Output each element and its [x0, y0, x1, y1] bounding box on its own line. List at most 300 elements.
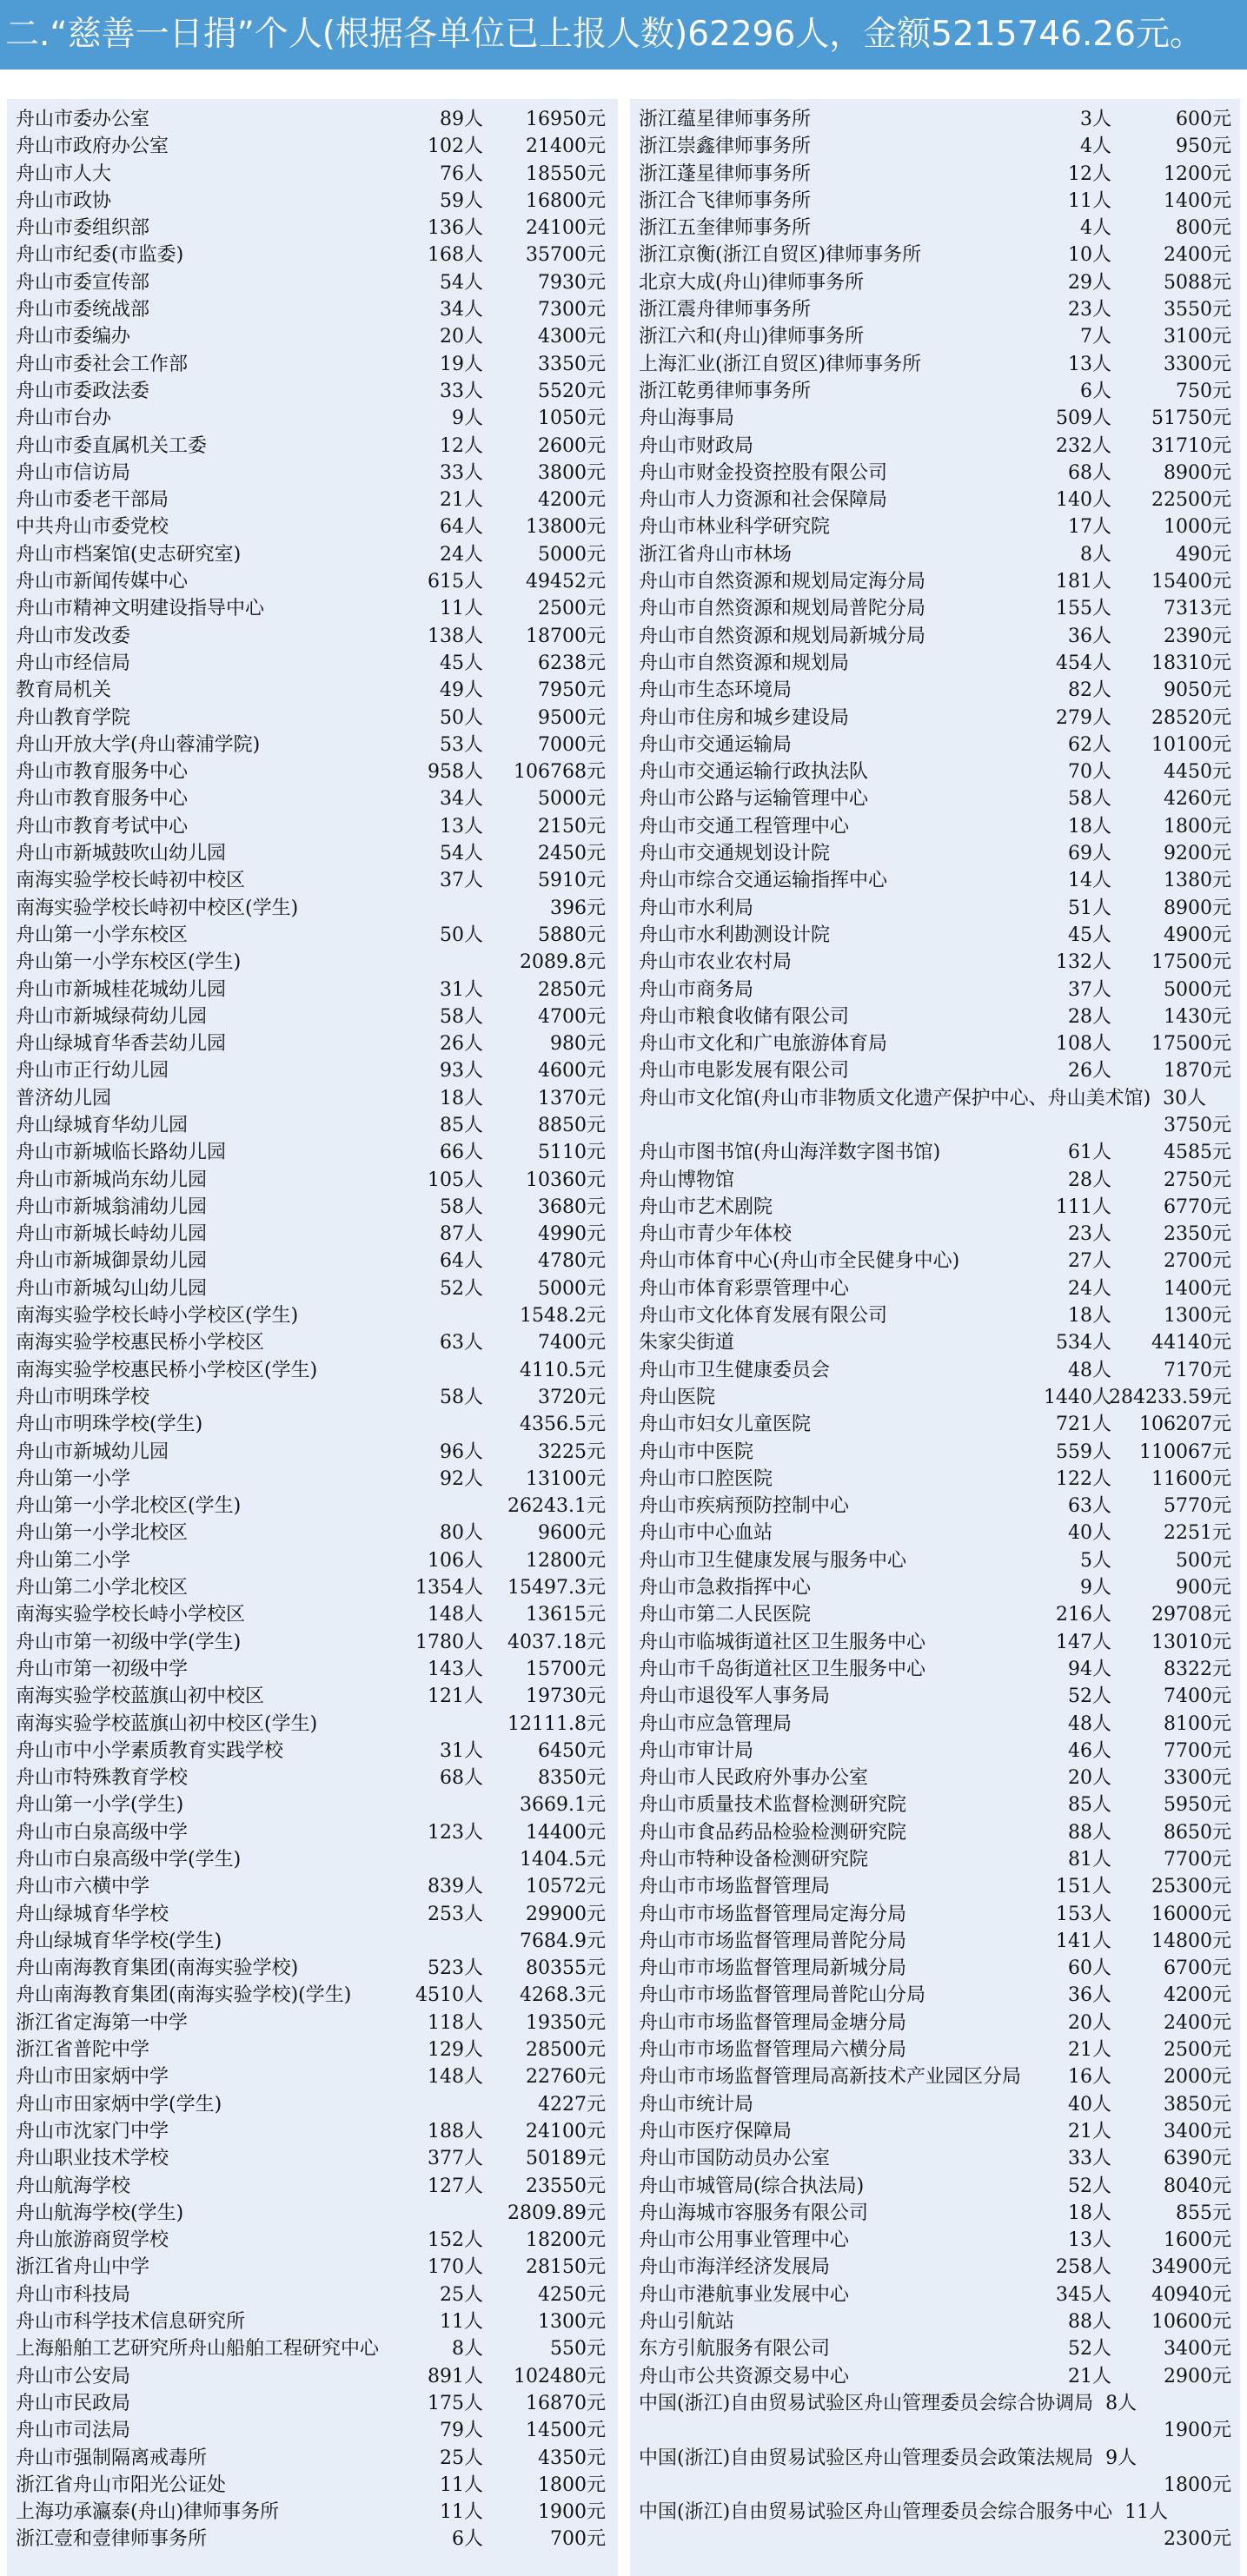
donation-amount: 980元	[550, 1033, 606, 1056]
unit-name: 南海实验学校长峙初中校区(学生)	[16, 897, 299, 919]
donor-count: 168人	[428, 244, 483, 267]
donation-amount: 4450元	[1164, 761, 1231, 784]
donation-amount: 4780元	[538, 1250, 606, 1273]
unit-name: 舟山绿城育华幼儿园	[16, 1114, 189, 1136]
list-item	[7, 2308, 618, 2335]
donation-amount: 2390元	[1164, 625, 1231, 647]
unit-name: 舟山市商务局	[639, 978, 754, 1001]
unit-name: 舟山航海学校(学生)	[16, 2202, 184, 2224]
donation-amount: 49452元	[526, 571, 606, 593]
list-item	[7, 1629, 618, 1656]
donation-amount: 29900元	[526, 1903, 606, 1925]
unit-name: 舟山市教育服务中心	[16, 761, 189, 784]
unit-name: 舟山市文化馆(舟山市非物质文化遗产保护中心、舟山美术馆) 30人	[639, 1087, 1207, 1109]
donor-count: 108人	[1056, 1033, 1111, 1056]
unit-name: 浙江省舟山市林场	[639, 543, 793, 566]
donation-amount: 2000元	[1164, 2066, 1231, 2089]
donation-amount: 22500元	[1151, 489, 1231, 512]
list-item	[7, 1656, 618, 1683]
donor-count: 18人	[440, 1087, 483, 1109]
donation-amount: 5088元	[1164, 271, 1231, 294]
donor-count: 258人	[1056, 2256, 1111, 2279]
donation-amount: 6770元	[1164, 1195, 1231, 1218]
unit-name: 舟山市疾病预防控制中心	[639, 1495, 850, 1518]
donation-amount: 2500元	[538, 598, 606, 620]
unit-name: 舟山市明珠学校	[16, 1386, 150, 1408]
donor-count: 4510人	[415, 1984, 483, 2007]
donation-amount: 7170元	[1164, 1359, 1231, 1381]
donor-count: 28人	[1068, 1005, 1111, 1028]
unit-name: 舟山市市场监督管理局高新技术产业园区分局	[639, 2066, 1022, 2089]
list-item	[7, 1221, 618, 1248]
donor-count: 106人	[428, 1549, 483, 1572]
donor-count: 18人	[1068, 2202, 1111, 2224]
donor-count: 87人	[440, 1223, 483, 1246]
donation-amount: 7950元	[538, 679, 606, 702]
donor-count: 19人	[440, 353, 483, 375]
unit-name: 舟山市农业农村局	[639, 951, 793, 974]
donation-amount: 13800元	[526, 516, 606, 539]
list-item	[630, 460, 1240, 487]
donor-count: 148人	[428, 1604, 483, 1626]
unit-name: 舟山市医疗保障局	[639, 2120, 793, 2142]
list-item	[630, 677, 1240, 704]
list-item	[630, 1547, 1240, 1574]
unit-name: 舟山市新城幼儿园	[16, 1440, 169, 1463]
list-item	[7, 323, 618, 350]
unit-name: 舟山市生态环境局	[639, 679, 793, 702]
unit-name: 舟山市委政法委	[16, 380, 150, 402]
donor-count: 31人	[440, 978, 483, 1001]
donor-count: 58人	[440, 1005, 483, 1028]
donation-amount: 2700元	[1164, 1250, 1231, 1273]
list-item	[630, 1275, 1240, 1302]
list-item	[630, 2118, 1240, 2145]
unit-name: 浙江京衡(浙江自贸区)律师事务所	[639, 244, 922, 267]
donor-count: 93人	[440, 1060, 483, 1083]
donation-amount: 1050元	[538, 407, 606, 430]
donation-amount: 5000元	[538, 788, 606, 811]
donation-amount: 7400元	[1164, 1685, 1231, 1708]
donor-count: 96人	[440, 1440, 483, 1463]
donor-count: 81人	[1068, 1849, 1111, 1871]
donor-count: 253人	[428, 1903, 483, 1925]
donation-amount: 102480元	[514, 2365, 606, 2387]
list-item	[630, 1030, 1240, 1057]
list-item	[630, 1520, 1240, 1546]
unit-name: 舟山市公共资源交易中心	[639, 2365, 850, 2387]
donation-amount: 3800元	[538, 461, 606, 484]
list-item	[7, 269, 618, 296]
unit-name: 舟山市交通运输行政执法队	[639, 761, 869, 784]
donor-count: 152人	[428, 2229, 483, 2252]
donation-amount: 18700元	[526, 625, 606, 647]
list-item	[630, 1791, 1240, 1818]
donor-count: 63人	[1068, 1495, 1111, 1518]
donation-amount: 1400元	[1164, 189, 1231, 212]
donation-amount: 4900元	[1164, 924, 1231, 946]
donor-count: 79人	[440, 2420, 483, 2442]
unit-name: 舟山市纪委(市监委)	[16, 244, 184, 267]
donation-amount: 7300元	[538, 299, 606, 321]
donor-count: 25人	[440, 2283, 483, 2306]
unit-name: 南海实验学校蓝旗山初中校区	[16, 1685, 265, 1708]
donor-count: 26人	[440, 1033, 483, 1056]
list-item	[7, 215, 618, 242]
unit-name: 舟山市食品药品检验检测研究院	[639, 1821, 907, 1844]
unit-name: 舟山南海教育集团(南海实验学校)	[16, 1957, 299, 1980]
list-item	[630, 1601, 1240, 1628]
list-item	[630, 1629, 1240, 1656]
donor-count: 26人	[1068, 1060, 1111, 1083]
donor-count: 92人	[440, 1467, 483, 1490]
list-item	[630, 433, 1240, 460]
donation-amount: 35700元	[526, 244, 606, 267]
list-item	[7, 2363, 618, 2390]
unit-name: 舟山市科学技术信息研究所	[16, 2311, 246, 2334]
unit-name: 浙江省舟山中学	[16, 2256, 150, 2279]
donation-amount: 10100元	[1151, 733, 1231, 756]
list-item	[7, 705, 618, 732]
list-item	[7, 161, 618, 188]
list-item	[7, 296, 618, 323]
donation-amount: 50189元	[526, 2148, 606, 2170]
donor-count: 136人	[428, 217, 483, 240]
list-item	[7, 1493, 618, 1520]
donation-amount: 1000元	[1164, 516, 1231, 539]
unit-name: 舟山市公安局	[16, 2365, 131, 2387]
list-item	[7, 1547, 618, 1574]
list-item	[7, 2118, 618, 2145]
donation-amount: 8350元	[538, 1767, 606, 1790]
list-item	[630, 242, 1240, 268]
unit-name: 舟山市水利局	[639, 897, 754, 919]
list-item	[7, 1411, 618, 1438]
unit-name: 舟山市卫生健康发展与服务中心	[639, 1549, 907, 1572]
list-item	[7, 188, 618, 215]
unit-name: 南海实验学校长峙小学校区	[16, 1604, 246, 1626]
donation-amount: 1800元	[1164, 815, 1231, 838]
donation-amount: 2089.8元	[520, 951, 606, 974]
donor-count: 33人	[440, 461, 483, 484]
list-item	[7, 977, 618, 1003]
unit-name: 舟山市文化体育发展有限公司	[639, 1305, 888, 1328]
donation-amount: 3720元	[538, 1386, 606, 1408]
donation-amount: 2600元	[538, 434, 606, 457]
list-item	[7, 1791, 618, 1818]
donation-amount: 3750元	[1164, 1114, 1231, 1136]
donation-amount: 4227元	[538, 2093, 606, 2116]
unit-name: 舟山市市场监督管理局普陀分局	[639, 1930, 907, 1952]
list-item	[630, 1493, 1240, 1520]
donation-amount: 3669.1元	[520, 1794, 606, 1817]
unit-name: 舟山市公路与运输管理中心	[639, 788, 869, 811]
donor-count: 58人	[440, 1386, 483, 1408]
unit-name: 舟山市发改委	[16, 625, 131, 647]
donor-count: 143人	[428, 1658, 483, 1680]
list-item	[7, 650, 618, 677]
donation-amount: 550元	[550, 2338, 606, 2361]
list-item	[630, 595, 1240, 622]
list-item	[630, 568, 1240, 595]
list-item	[630, 2173, 1240, 2200]
list-item	[7, 1248, 618, 1275]
donor-count: 66人	[440, 1142, 483, 1164]
donation-amount: 4990元	[538, 1223, 606, 1246]
list-item	[630, 1003, 1240, 1030]
donation-amount: 106207元	[1139, 1414, 1231, 1436]
donor-count: 11人	[1124, 2501, 1169, 2524]
unit-name: 舟山第一小学东校区(学生)	[16, 951, 242, 974]
donor-count: 232人	[1056, 434, 1111, 457]
donation-amount: 26243.1元	[507, 1495, 606, 1518]
list-item	[7, 840, 618, 867]
donation-amount: 9200元	[1164, 843, 1231, 865]
list-item	[7, 2390, 618, 2417]
unit-name: 南海实验学校惠民桥小学校区(学生)	[16, 1359, 318, 1381]
unit-name: 舟山市水利勘测设计院	[639, 924, 831, 946]
donation-amount: 6450元	[538, 1739, 606, 1762]
donation-amount: 19730元	[526, 1685, 606, 1708]
donor-count: 31人	[440, 1739, 483, 1762]
donation-amount: 800元	[1176, 217, 1231, 240]
donation-amount: 5000元	[1164, 978, 1231, 1001]
donation-amount: 5000元	[538, 543, 606, 566]
donation-amount: 490元	[1176, 543, 1231, 566]
donor-count: 64人	[440, 516, 483, 539]
donation-amount: 2251元	[1164, 1522, 1231, 1545]
donation-amount: 18200元	[526, 2229, 606, 2252]
donor-count: 68人	[1068, 461, 1111, 484]
donation-amount: 13010元	[1151, 1631, 1231, 1653]
donor-count: 4人	[1080, 136, 1111, 158]
donor-count: 181人	[1056, 571, 1111, 593]
donor-count: 88人	[1068, 2311, 1111, 2334]
donor-count: 46人	[1068, 1739, 1111, 1762]
donation-amount: 7930元	[538, 271, 606, 294]
donation-amount: 1370元	[538, 1087, 606, 1109]
unit-name: 舟山市新城长峙幼儿园	[16, 1223, 208, 1246]
unit-name: 舟山市新闻传媒中心	[16, 571, 189, 593]
donation-amount: 750元	[1176, 380, 1231, 402]
list-item	[7, 595, 618, 622]
donor-count: 151人	[1056, 1876, 1111, 1898]
donation-amount: 23550元	[526, 2175, 606, 2197]
list-item	[7, 867, 618, 894]
donor-count: 64人	[440, 1250, 483, 1273]
donation-amount: 855元	[1176, 2202, 1231, 2224]
list-item	[7, 2254, 618, 2281]
unit-name: 舟山市委统战部	[16, 299, 150, 321]
unit-name: 浙江蓬星律师事务所	[639, 162, 812, 185]
list-item	[630, 1194, 1240, 1221]
donor-count: 37人	[440, 870, 483, 892]
unit-name: 舟山市急救指挥中心	[639, 1577, 812, 1599]
list-item	[7, 1167, 618, 1194]
list-item	[630, 1574, 1240, 1601]
donation-amount: 14800元	[1151, 1930, 1231, 1952]
list-item	[630, 1221, 1240, 1248]
donation-amount: 3550元	[1164, 299, 1231, 321]
donor-count: 36人	[1068, 1984, 1111, 2007]
unit-name: 南海实验学校长峙小学校区(学生)	[16, 1305, 299, 1328]
unit-name: 舟山绿城育华学校	[16, 1903, 169, 1925]
donation-amount: 3350元	[538, 353, 606, 375]
donor-count: 13人	[440, 815, 483, 838]
donation-amount: 8900元	[1164, 897, 1231, 919]
donation-amount: 5950元	[1164, 1794, 1231, 1817]
donor-count: 27人	[1068, 1250, 1111, 1273]
donor-count: 29人	[1068, 271, 1111, 294]
donation-amount: 9600元	[538, 1522, 606, 1545]
donor-count: 33人	[440, 380, 483, 402]
donation-amount: 15497.3元	[507, 1577, 606, 1599]
list-item	[7, 1765, 618, 1791]
list-item	[7, 568, 618, 595]
unit-name: 舟山教育学院	[16, 706, 131, 729]
list-item	[630, 732, 1240, 758]
donation-amount: 4037.18元	[507, 1631, 606, 1653]
donation-amount: 1300元	[538, 2311, 606, 2334]
list-item	[630, 2499, 1240, 2553]
list-item	[7, 1302, 618, 1329]
list-item	[7, 2145, 618, 2172]
donation-amount: 6700元	[1164, 1957, 1231, 1980]
unit-name: 舟山海城市容服务有限公司	[639, 2202, 869, 2224]
list-item	[7, 1057, 618, 1084]
donor-count: 24人	[440, 543, 483, 566]
donor-count: 8人	[452, 2338, 483, 2361]
list-item	[630, 1439, 1240, 1466]
unit-name: 舟山市第一初级中学	[16, 1658, 189, 1680]
donor-count: 8人	[1105, 2392, 1138, 2414]
unit-name: 舟山市六横中学	[16, 1876, 150, 1898]
donor-count: 54人	[440, 843, 483, 865]
unit-name: 舟山市明珠学校(学生)	[16, 1414, 203, 1436]
unit-name: 东方引航服务有限公司	[639, 2338, 831, 2361]
donor-count: 11人	[440, 2501, 483, 2524]
unit-name: 舟山市市场监督管理局普陀山分局	[639, 1984, 926, 2007]
donation-amount: 1548.2元	[520, 1305, 606, 1328]
donation-amount: 500元	[1176, 1549, 1231, 1572]
unit-name: 舟山第一小学北校区	[16, 1522, 189, 1545]
unit-name: 舟山市体育中心(舟山市全民健身中心)	[639, 1250, 960, 1273]
donor-count: 721人	[1056, 1414, 1111, 1436]
donor-count: 23人	[1068, 1223, 1111, 1246]
donation-amount: 2500元	[1164, 2039, 1231, 2062]
donation-amount: 28150元	[526, 2256, 606, 2279]
donor-count: 140人	[1056, 489, 1111, 512]
donation-amount: 7684.9元	[520, 1930, 606, 1952]
list-item	[7, 922, 618, 949]
unit-name: 舟山市新城临长路幼儿园	[16, 1142, 227, 1164]
donation-amount: 12111.8元	[507, 1712, 606, 1735]
list-item	[630, 2363, 1240, 2390]
unit-name: 舟山开放大学(舟山蓉浦学院)	[16, 733, 261, 756]
donation-amount: 40940元	[1151, 2283, 1231, 2306]
donor-count: 123人	[428, 1821, 483, 1844]
donation-amount: 9050元	[1164, 679, 1231, 702]
donation-amount: 2400元	[1164, 2011, 1231, 2034]
donor-count: 122人	[1056, 1467, 1111, 1490]
unit-name: 舟山市政协	[16, 189, 112, 212]
donor-count: 52人	[1068, 2175, 1111, 2197]
donor-count: 58人	[440, 1195, 483, 1218]
donation-amount: 7313元	[1164, 598, 1231, 620]
donor-count: 69人	[1068, 843, 1111, 865]
list-item	[7, 2227, 618, 2254]
list-item	[7, 1139, 618, 1166]
unit-name: 舟山市台办	[16, 407, 112, 430]
donor-count: 147人	[1056, 1631, 1111, 1653]
donor-count: 141人	[1056, 1930, 1111, 1952]
donor-count: 958人	[428, 761, 483, 784]
donor-count: 30人	[1163, 1087, 1207, 1109]
donor-count: 11人	[440, 598, 483, 620]
unit-name: 舟山市市场监督管理局新城分局	[639, 1957, 907, 1980]
list-item	[7, 949, 618, 976]
unit-name: 舟山市田家炳中学	[16, 2066, 169, 2089]
donation-amount: 1800元	[538, 2473, 606, 2496]
donor-count: 170人	[428, 2256, 483, 2279]
donor-count: 45人	[1068, 924, 1111, 946]
donation-amount: 10572元	[526, 1876, 606, 1898]
donor-count: 216人	[1056, 1604, 1111, 1626]
unit-name: 舟山市信访局	[16, 461, 131, 484]
donor-count: 25人	[440, 2447, 483, 2469]
donor-count: 21人	[1068, 2120, 1111, 2142]
donor-count: 7人	[1080, 326, 1111, 348]
donation-amount: 2400元	[1164, 244, 1231, 267]
donation-amount: 80355元	[526, 1957, 606, 1980]
list-item	[630, 1139, 1240, 1166]
donor-count: 8人	[1080, 543, 1111, 566]
list-item	[630, 1901, 1240, 1928]
list-item	[7, 758, 618, 785]
donation-amount: 3300元	[1164, 1767, 1231, 1790]
list-item	[630, 215, 1240, 242]
list-item	[630, 1846, 1240, 1873]
list-item	[7, 2445, 618, 2472]
donor-count: 13人	[1068, 2229, 1111, 2252]
donor-count: 40人	[1068, 2093, 1111, 2116]
unit-name: 舟山市教育服务中心	[16, 788, 189, 811]
list-item	[630, 1057, 1240, 1084]
donor-count: 53人	[440, 733, 483, 756]
donor-count: 20人	[440, 326, 483, 348]
donor-count: 9人	[452, 407, 483, 430]
donor-count: 105人	[428, 1169, 483, 1191]
donor-count: 62人	[1068, 733, 1111, 756]
unit-name: 舟山市妇女儿童医院	[639, 1414, 812, 1436]
donation-amount: 17500元	[1151, 951, 1231, 974]
donation-amount: 28500元	[526, 2039, 606, 2062]
unit-name: 上海汇业(浙江自贸区)律师事务所	[639, 353, 922, 375]
donation-amount: 950元	[1176, 136, 1231, 158]
unit-name: 舟山市国防动员办公室	[639, 2148, 831, 2170]
donation-amount: 2900元	[1164, 2365, 1231, 2387]
unit-name: 舟山市人大	[16, 162, 112, 185]
unit-name: 舟山市第一初级中学(学生)	[16, 1631, 242, 1653]
list-item	[7, 1520, 618, 1546]
list-item	[630, 813, 1240, 840]
unit-name: 舟山绿城育华香芸幼儿园	[16, 1033, 227, 1056]
list-item	[7, 2281, 618, 2308]
donor-count: 33人	[1068, 2148, 1111, 2170]
list-item	[7, 106, 618, 133]
donation-amount: 396元	[550, 897, 606, 919]
donor-count: 138人	[428, 625, 483, 647]
